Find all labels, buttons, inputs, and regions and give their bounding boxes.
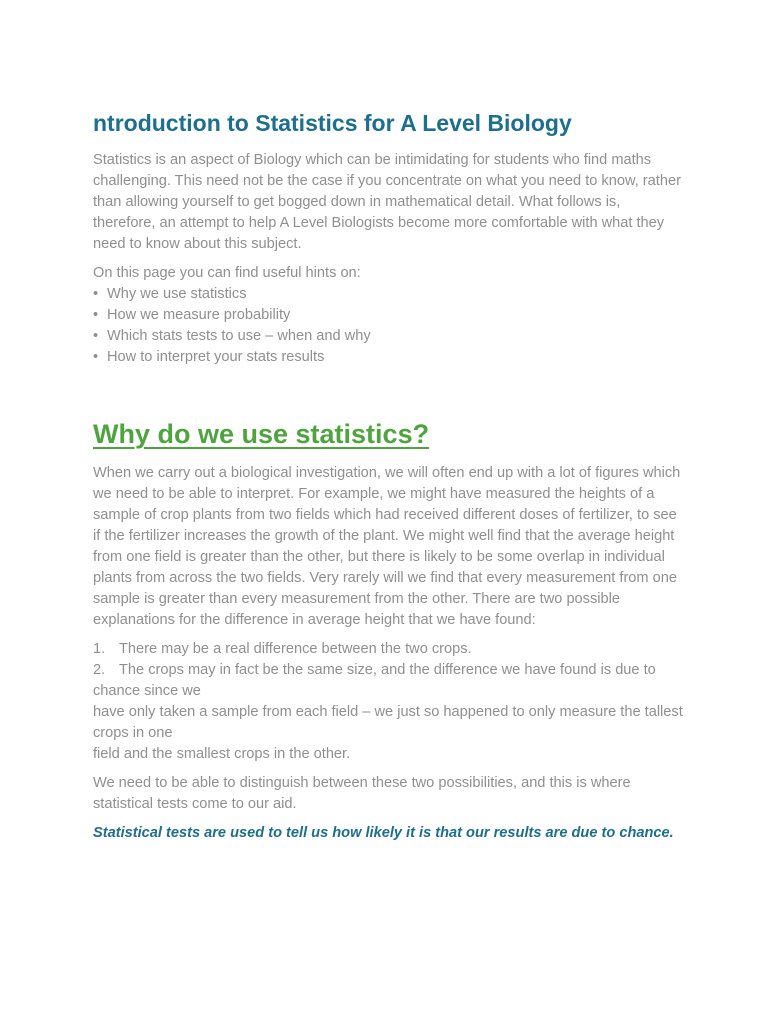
item-continuation: have only taken a sample from each field – we just so happened to only measure the tallest crops in one (93, 704, 683, 741)
list-item (93, 347, 683, 368)
hints-list (93, 284, 683, 368)
item-text: The crops may in fact be the same size, and the difference we have found is due to chance since we (93, 662, 656, 699)
list-item (93, 660, 683, 702)
explanations-list (93, 639, 683, 765)
section-heading: Why do we use statistics? (93, 419, 430, 449)
item-number: 2. (93, 662, 106, 678)
list-item (93, 284, 683, 305)
list-item (93, 639, 683, 660)
bullet-icon: • (93, 307, 99, 323)
list-item (93, 326, 683, 347)
bullet-icon: • (93, 349, 99, 365)
page-title: ntroduction to Statistics for A Level Biology (93, 110, 572, 136)
item-continuation: field and the smallest crops in the other. (93, 746, 351, 762)
hint-text: How we measure probability (107, 307, 291, 323)
hints-lead: On this page you can find useful hints on: (93, 265, 361, 281)
key-statement: Statistical tests are used to tell us how likely it is that our results are due to chance. (93, 825, 674, 841)
hint-text: Which stats tests to use – when and why (107, 328, 371, 344)
hint-text: Why we use statistics (107, 286, 247, 302)
document-page (93, 108, 683, 844)
list-item (93, 305, 683, 326)
section-paragraph: When we carry out a biological investigation, we will often end up with a lot of figures which we need to be able to interpret. For example, we might have measured the heights of a sample of crop plants from two fields which had received different doses of fertilizer, to see if the fertilizer increases the growth of the plant. We might well find that the average height from one field is greater than the other, but there is likely to be some overlap in individual plants from across the two fields. Very rarely will we find that every measurement from one sample is greater than every measurement from the other. There are two possible explanations for the difference in average height that we have found: (93, 465, 681, 628)
item-text: There may be a real difference between the two crops. (119, 641, 472, 657)
intro-paragraph: Statistics is an aspect of Biology which can be intimidating for students who find maths challenging. This need not be the case if you concentrate on what you need to know, rather than allowing yourself to get bogged down in mathematical detail. What follows is, therefore, an attempt to help A Level Biologists become more comfortable with what they need to know about this subject. (93, 152, 681, 252)
hint-text: How to interpret your stats results (107, 349, 325, 365)
closing-paragraph: We need to be able to distinguish between these two possibilities, and this is where statistical tests come to our aid. (93, 775, 631, 812)
bullet-icon: • (93, 286, 99, 302)
bullet-icon: • (93, 328, 99, 344)
item-number: 1. (93, 641, 106, 657)
